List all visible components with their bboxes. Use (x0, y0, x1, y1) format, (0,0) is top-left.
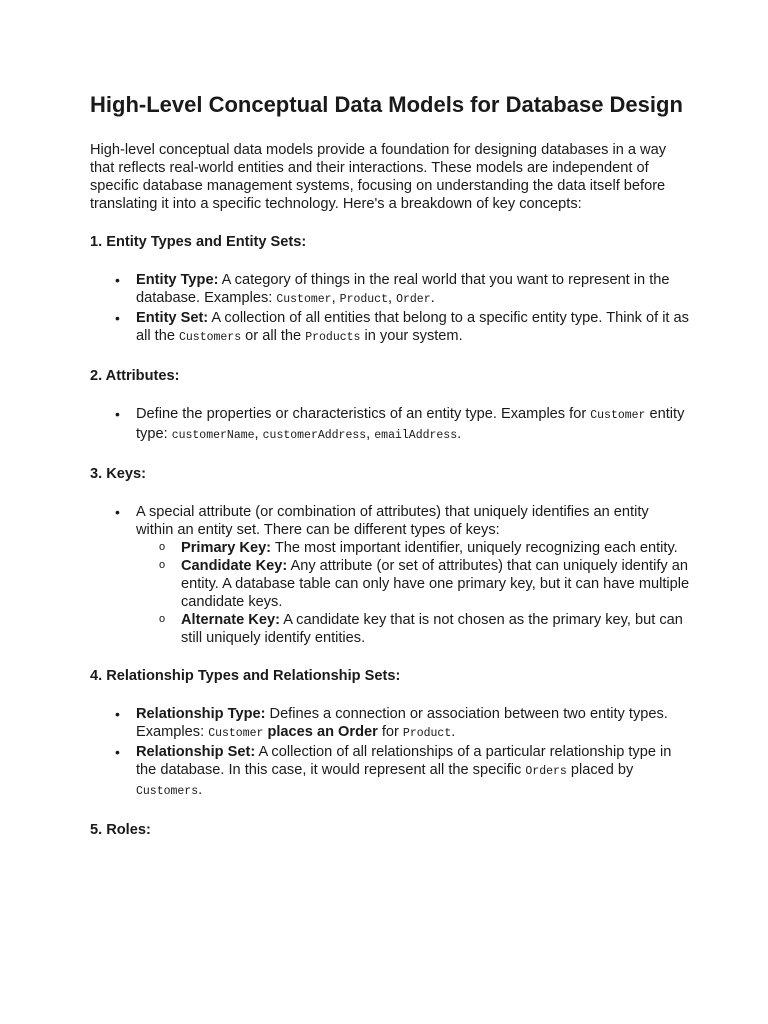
list-item-relationship-set (136, 743, 690, 801)
code-customer-address: customerAddress (262, 429, 367, 442)
list-item-entity-type (136, 271, 690, 309)
list-item-relationship-type (136, 705, 690, 743)
section-heading-keys: 3. Keys: (90, 466, 146, 482)
relationships-list (90, 705, 690, 801)
section-heading-roles: 5. Roles: (90, 822, 151, 838)
code-orders: Orders (525, 765, 567, 778)
entity-types-list (90, 271, 690, 347)
code-customer: Customer (590, 409, 646, 422)
item-text: Defines a connection or association between two entity types. Examples: (136, 706, 668, 740)
item-text: The most important identifier, uniquely recognizing each entity. (271, 540, 678, 556)
item-text: Define the properties or characteristics of an entity type. Examples for (136, 406, 591, 422)
separator: , (366, 426, 375, 442)
item-text: A collection of all entities that belong to a specific entity type. Think of it as all the (136, 310, 689, 344)
section-heading-attributes: 2. Attributes: (90, 368, 180, 384)
separator: , (331, 290, 340, 306)
attributes-list (90, 405, 690, 445)
code-products: Products (305, 331, 361, 344)
term-entity-set: Entity Set: (136, 310, 209, 326)
item-text-end: . (451, 724, 456, 740)
item-text: A candidate key that is not chosen as the primary key, but can still uniquely identify entities. (181, 612, 683, 646)
item-text-end: . (198, 782, 203, 798)
intro-paragraph: High-level conceptual data models provide a foundation for designing databases in a way that reflects real-world entities and their interactions. These models are independent of specific database management systems, focusing on understanding the data itself before translating it into a specific technology. Here's a breakdown of key concepts: (90, 142, 667, 212)
code-order: Order (396, 293, 431, 306)
item-text-end: . (457, 426, 462, 442)
sublist-item-candidate-key (181, 557, 690, 611)
item-text-mid: or all the (241, 328, 306, 344)
separator: , (254, 426, 263, 442)
separator: , (387, 290, 397, 306)
keys-list (90, 503, 690, 647)
page-title: High-Level Conceptual Data Models for Database Design (90, 92, 683, 117)
item-text: A special attribute (or combination of attributes) that uniquely identifies an entity within an entity set. There can be different types of keys: (136, 504, 649, 538)
code-customers: Customers (136, 785, 199, 798)
item-text-mid: for (377, 724, 403, 740)
list-item-entity-set (136, 309, 690, 347)
item-text-end: . (430, 290, 435, 306)
code-customer: Customer (208, 727, 264, 740)
item-text: A collection of all relationships of a particular relationship type in the database. In this case, it would represent all the specific (136, 744, 672, 778)
sublist-item-primary-key (181, 539, 690, 557)
item-text-mid: placed by (566, 762, 634, 778)
item-text: A category of things in the real world that you want to represent in the database. Examples: (136, 272, 670, 306)
sublist-item-alternate-key (181, 611, 690, 647)
list-item-keys (136, 503, 690, 647)
term-primary-key: Primary Key: (181, 540, 272, 556)
document-page (90, 91, 690, 859)
item-text: Any attribute (or set of attributes) that can uniquely identify an entity. A database table can only have one primary key, but it can have multiple candidate keys. (181, 558, 690, 610)
item-text-end: in your system. (360, 328, 463, 344)
code-email-address: emailAddress (374, 429, 458, 442)
term-candidate-key: Candidate Key: (181, 558, 288, 574)
list-item-attributes (136, 405, 690, 445)
term-entity-type: Entity Type: (136, 272, 219, 288)
code-customer: Customer (276, 293, 332, 306)
section-heading-entity-types: 1. Entity Types and Entity Sets: (90, 234, 307, 250)
term-alternate-key: Alternate Key: (181, 612, 280, 628)
item-text-mid: entity type: (136, 406, 685, 442)
section-heading-relationships: 4. Relationship Types and Relationship Sets: (90, 668, 401, 684)
term-relationship-type: Relationship Type: (136, 706, 266, 722)
key-types-sublist (136, 539, 690, 647)
code-product: Product (339, 293, 388, 306)
code-product: Product (402, 727, 452, 740)
code-customers: Customers (179, 331, 242, 344)
bold-places-an-order: places an Order (263, 724, 378, 740)
term-relationship-set: Relationship Set: (136, 744, 256, 760)
code-customer-name: customerName (171, 429, 255, 442)
